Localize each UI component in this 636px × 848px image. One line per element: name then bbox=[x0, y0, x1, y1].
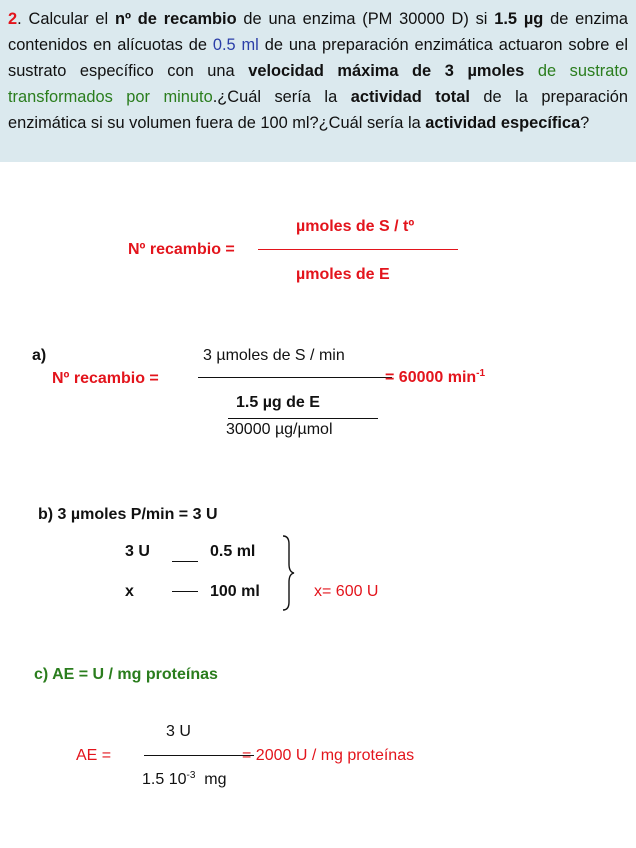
problem-text bbox=[8, 6, 628, 136]
part-c-label: AE = bbox=[76, 747, 112, 764]
problem-text-2: de una enzima (PM 30000 D) si bbox=[236, 10, 495, 28]
formula-denominator: µmoles de E bbox=[296, 266, 390, 283]
part-c-head: c) AE = U / mg proteínas bbox=[34, 666, 218, 683]
part-b-row1-right: 0.5 ml bbox=[210, 543, 256, 560]
formula-fraction-line bbox=[258, 249, 458, 250]
part-a-inner-numerator: 1.5 µg de E bbox=[236, 394, 320, 411]
problem-green-1: de sustrato transformados por minuto bbox=[8, 62, 628, 106]
problem-bold-2: 1.5 µg bbox=[494, 10, 544, 28]
part-b-row2-right: 100 ml bbox=[210, 583, 260, 600]
problem-bold-5: actividad específica bbox=[425, 114, 581, 132]
part-c-denominator bbox=[142, 771, 227, 789]
part-a-result-value: = 60000 min bbox=[385, 369, 477, 386]
part-c-numerator: 3 U bbox=[166, 723, 191, 740]
problem-bold-4: actividad total bbox=[350, 88, 470, 106]
part-a-result bbox=[385, 369, 485, 387]
right-brace-icon bbox=[280, 534, 296, 612]
part-c-result: = 2000 U / mg proteínas bbox=[242, 747, 415, 764]
problem-text-1: . Calcular el bbox=[17, 10, 115, 28]
part-c-denominator-exponent: -3 bbox=[186, 770, 196, 781]
problem-bold-3: velocidad máxima de 3 µmoles bbox=[248, 62, 525, 80]
formula-numerator: µmoles de S / tº bbox=[296, 218, 415, 235]
formula-label: Nº recambio = bbox=[128, 241, 235, 258]
part-c-denominator-base: 1.5 10 bbox=[142, 771, 187, 788]
part-b-result: x= 600 U bbox=[314, 583, 379, 600]
part-a-letter: a) bbox=[32, 347, 47, 364]
part-a-numerator: 3 µmoles de S / min bbox=[203, 347, 345, 364]
part-a-result-exponent: -1 bbox=[476, 368, 486, 379]
part-b-row2-left: x bbox=[125, 583, 134, 600]
part-a-fraction-line bbox=[198, 377, 392, 378]
problem-text-7: ? bbox=[580, 114, 590, 132]
problem-number: 2 bbox=[8, 10, 18, 28]
problem-text-5: .¿Cuál sería la bbox=[212, 88, 351, 106]
part-a-label: Nº recambio = bbox=[52, 370, 159, 387]
part-b-row2-dash bbox=[172, 591, 198, 592]
problem-blue-1: 0.5 ml bbox=[212, 36, 259, 54]
part-c-fraction-line bbox=[144, 755, 254, 756]
part-a-inner-denominator: 30000 µg/µmol bbox=[226, 421, 333, 438]
problem-bold-1: nº de recambio bbox=[114, 10, 237, 28]
problem-statement bbox=[0, 0, 636, 162]
part-b-row1-left: 3 U bbox=[125, 543, 150, 560]
part-b-row1-dash bbox=[172, 561, 198, 562]
problem-text-4: de una preparación enzimática actuaron sobre el sustrato específico con una bbox=[8, 36, 629, 80]
problem-text-6: de la preparación enzimática si su volumen fuera de 100 ml?¿Cuál sería la bbox=[8, 88, 628, 132]
part-b-head: b) 3 µmoles P/min = 3 U bbox=[38, 506, 218, 523]
problem-text-3: de enzima contenidos en alícuotas de bbox=[8, 10, 628, 54]
part-a-inner-fraction-line bbox=[228, 418, 378, 419]
part-c-denominator-unit: mg bbox=[195, 771, 227, 788]
